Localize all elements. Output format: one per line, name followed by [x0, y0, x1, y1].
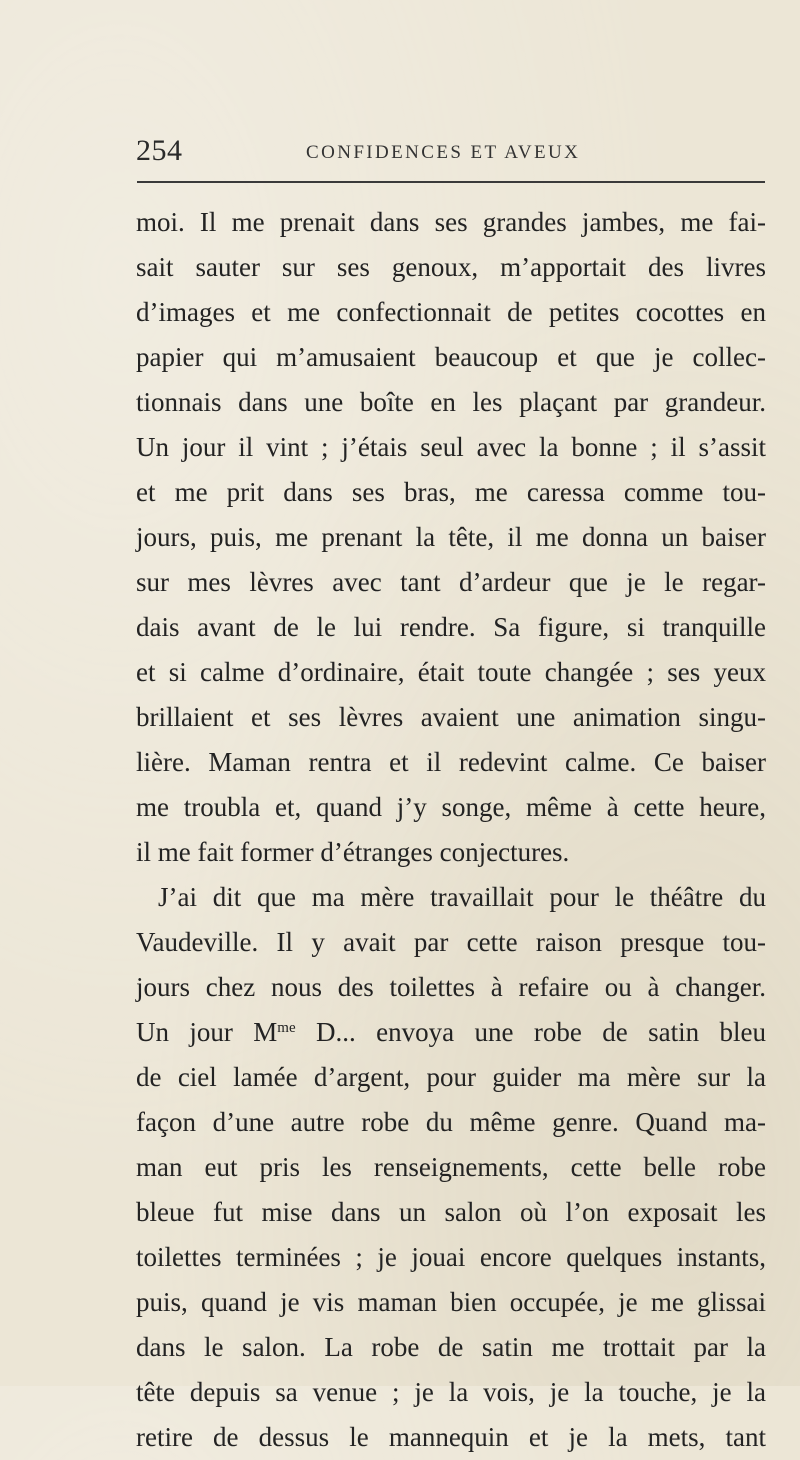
- text-line: jours, puis, me prenant la tête, il me donna un baiser: [136, 522, 766, 552]
- text-line: [136, 1010, 766, 1055]
- text-line: tionnais dans une boîte en les plaçant par grandeur.: [136, 387, 766, 417]
- header-rule: [137, 181, 765, 183]
- text-line: man eut pris les renseignements, cette belle robe: [136, 1152, 766, 1182]
- text-line: et me prit dans ses bras, me caressa comme tou-: [136, 477, 766, 507]
- text-line: tête depuis sa venue ; je la vois, je la touche, je la: [136, 1377, 766, 1407]
- text-line: bleue fut mise dans un salon où l’on exposait les: [136, 1197, 766, 1227]
- page-number: 254: [136, 134, 183, 167]
- text-line: J’ai dit que ma mère travaillait pour le théâtre du: [158, 882, 766, 912]
- text-line: puis, quand je vis maman bien occupée, je me glissai: [136, 1287, 766, 1317]
- text-line: sait sauter sur ses genoux, m’apportait des livres: [136, 252, 766, 282]
- text-segment: D... envoya une robe de satin bleu: [295, 1017, 767, 1047]
- text-line: et si calme d’ordinaire, était toute changée ; ses yeux: [136, 657, 766, 687]
- text-line: d’images et me confectionnait de petites cocottes en: [136, 297, 766, 327]
- text-segment: Un jour M: [136, 1017, 278, 1047]
- text-line: dais avant de le lui rendre. Sa figure, si tranquille: [136, 612, 766, 642]
- text-line: de ciel lamée d’argent, pour guider ma mère sur la: [136, 1062, 766, 1092]
- text-line: sur mes lèvres avec tant d’ardeur que je le regar-: [136, 567, 766, 597]
- body-text: [136, 200, 766, 1460]
- text-line: dans le salon. La robe de satin me trottait par la: [136, 1332, 766, 1362]
- superscript: me: [277, 1020, 296, 1036]
- text-line: il me fait former d’étranges conjectures.: [136, 837, 570, 867]
- page-header: [136, 134, 768, 170]
- text-line: me troubla et, quand j’y songe, même à cette heure,: [136, 792, 766, 822]
- text-line: moi. Il me prenait dans ses grandes jambes, me fai-: [136, 207, 766, 237]
- text-line: Un jour il vint ; j’étais seul avec la bonne ; il s’assit: [136, 432, 766, 462]
- text-line: papier qui m’amusaient beaucoup et que je collec-: [136, 342, 766, 372]
- text-line: Vaudeville. Il y avait par cette raison presque tou-: [136, 927, 766, 957]
- text-line: brillaient et ses lèvres avaient une animation singu-: [136, 702, 766, 732]
- running-title: CONFIDENCES ET AVEUX: [306, 142, 581, 163]
- text-line: retire de dessus le mannequin et je la mets, tant: [136, 1422, 766, 1452]
- text-line: toilettes terminées ; je jouai encore quelques instants,: [136, 1242, 766, 1272]
- text-line: lière. Maman rentra et il redevint calme. Ce baiser: [136, 747, 766, 777]
- text-line: façon d’une autre robe du même genre. Quand ma-: [136, 1107, 766, 1137]
- text-line: jours chez nous des toilettes à refaire ou à changer.: [136, 972, 766, 1002]
